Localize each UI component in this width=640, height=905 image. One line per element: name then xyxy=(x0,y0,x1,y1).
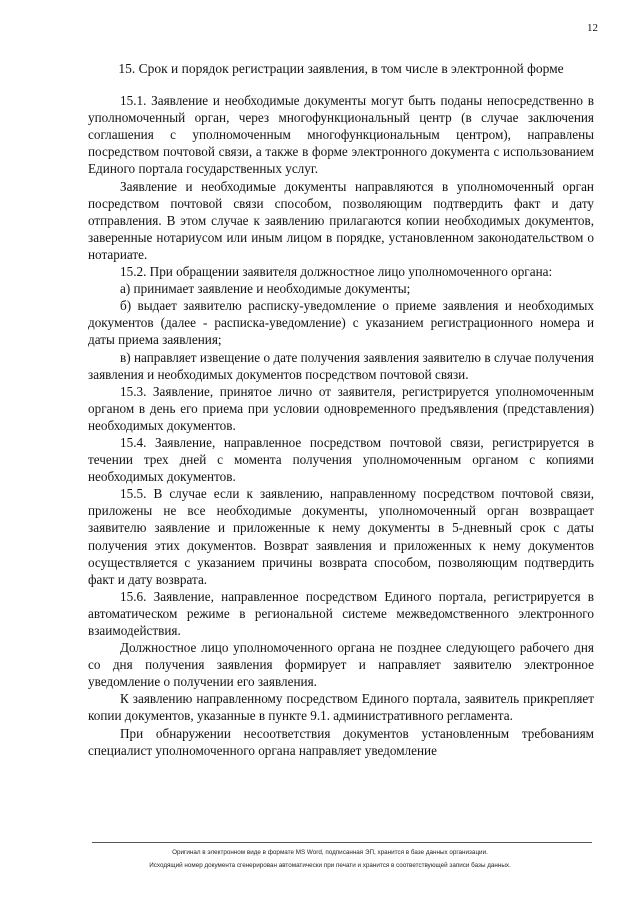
list-item-v: в) направляет извещение о дате получения заявления заявителю в случае получения заявления и необходимых документов посредством почтовой связи. xyxy=(88,349,594,382)
footer-line-original: Оригинал в электронном виде в формате MS Word, подписанная ЭП, хранится в базе данных организации. xyxy=(172,849,488,856)
paragraph-15-2: 15.2. При обращении заявителя должностное лицо уполномоченного органа: xyxy=(120,264,553,280)
paragraph-15-6: 15.6. Заявление, направленное посредством Единого портала, регистрируется в автоматическом режиме в региональной системе межведомственного электронного взаимодействия. xyxy=(88,588,594,638)
list-item-a: а) принимает заявление и необходимые документы; xyxy=(120,281,411,297)
page-number: 12 xyxy=(587,22,598,34)
paragraph-15-1: 15.1. Заявление и необходимые документы могут быть поданы непосредственно в уполномоченный орган, через многофункциональный центр (в случае заключения соглашения с уполномоченным многофункциональным центром), направлены посредством почтовой связи, а также в форме электронного документа с использованием Единого портала государственных услуг. xyxy=(88,93,594,177)
paragraph-official-notice: Должностное лицо уполномоченного органа не позднее следующего рабочего дня со дня получения заявления формирует и направляет заявителю электронное уведомление о получении его заявления. xyxy=(88,640,594,690)
paragraph-portal-attachments: К заявлению направленному посредством Единого портала, заявитель прикрепляет копии документов, указанные в пункте 9.1. административного регламента. xyxy=(88,691,594,724)
paragraph-15-4: 15.4. Заявление, направленное посредством почтовой связи, регистрируется в течении трех дней с момента получения уполномоченным органом с копиями необходимых документов. xyxy=(88,434,594,485)
footer-divider xyxy=(92,842,592,843)
section-heading: 15. Срок и порядок регистрации заявления, в том числе в электронной форме xyxy=(118,61,564,76)
paragraph-mail-submission: Заявление и необходимые документы направляются в уполномоченный орган посредством почтовой связи способом, позволяющим подтвердить факт и дату отправления. В этом случае к заявлению прилагаются копии необходимых документов, заверенные нотариусом или иным лицом в порядке, установленном законодательством о нотариате. xyxy=(88,178,594,262)
paragraph-nonconformity: При обнаружении несоответствия документов установленным требованиям специалист уполномоченного органа направляет уведомление xyxy=(88,725,594,758)
paragraph-15-3: 15.3. Заявление, принятое лично от заявителя, регистрируется уполномоченным органом в день его приема при условии одновременного предъявления (представления) необходимых документов. xyxy=(88,383,594,433)
paragraph-15-5: 15.5. В случае если к заявлению, направленному посредством почтовой связи, приложены не все необходимые документы, уполномоченный орган возвращает заявителю заявление и приложенные к нему документы в 5-дневный срок с даты получения этих документов. Возврат заявления и приложенных к нему документов осуществляется с указанием причины возврата способом, позволяющим подтвердить факт и дату возврата. xyxy=(88,486,594,587)
footer-line-number: Исходящий номер документа сгенерирован автоматически при печати и хранится в соответствующей записи базы данных. xyxy=(149,862,511,869)
list-item-b: б) выдает заявителю расписку-уведомление о приеме заявления и необходимых документов (далее - расписка-уведомление) с указанием регистрационного номера и даты приема заявления; xyxy=(88,298,594,348)
document-body xyxy=(88,60,594,759)
